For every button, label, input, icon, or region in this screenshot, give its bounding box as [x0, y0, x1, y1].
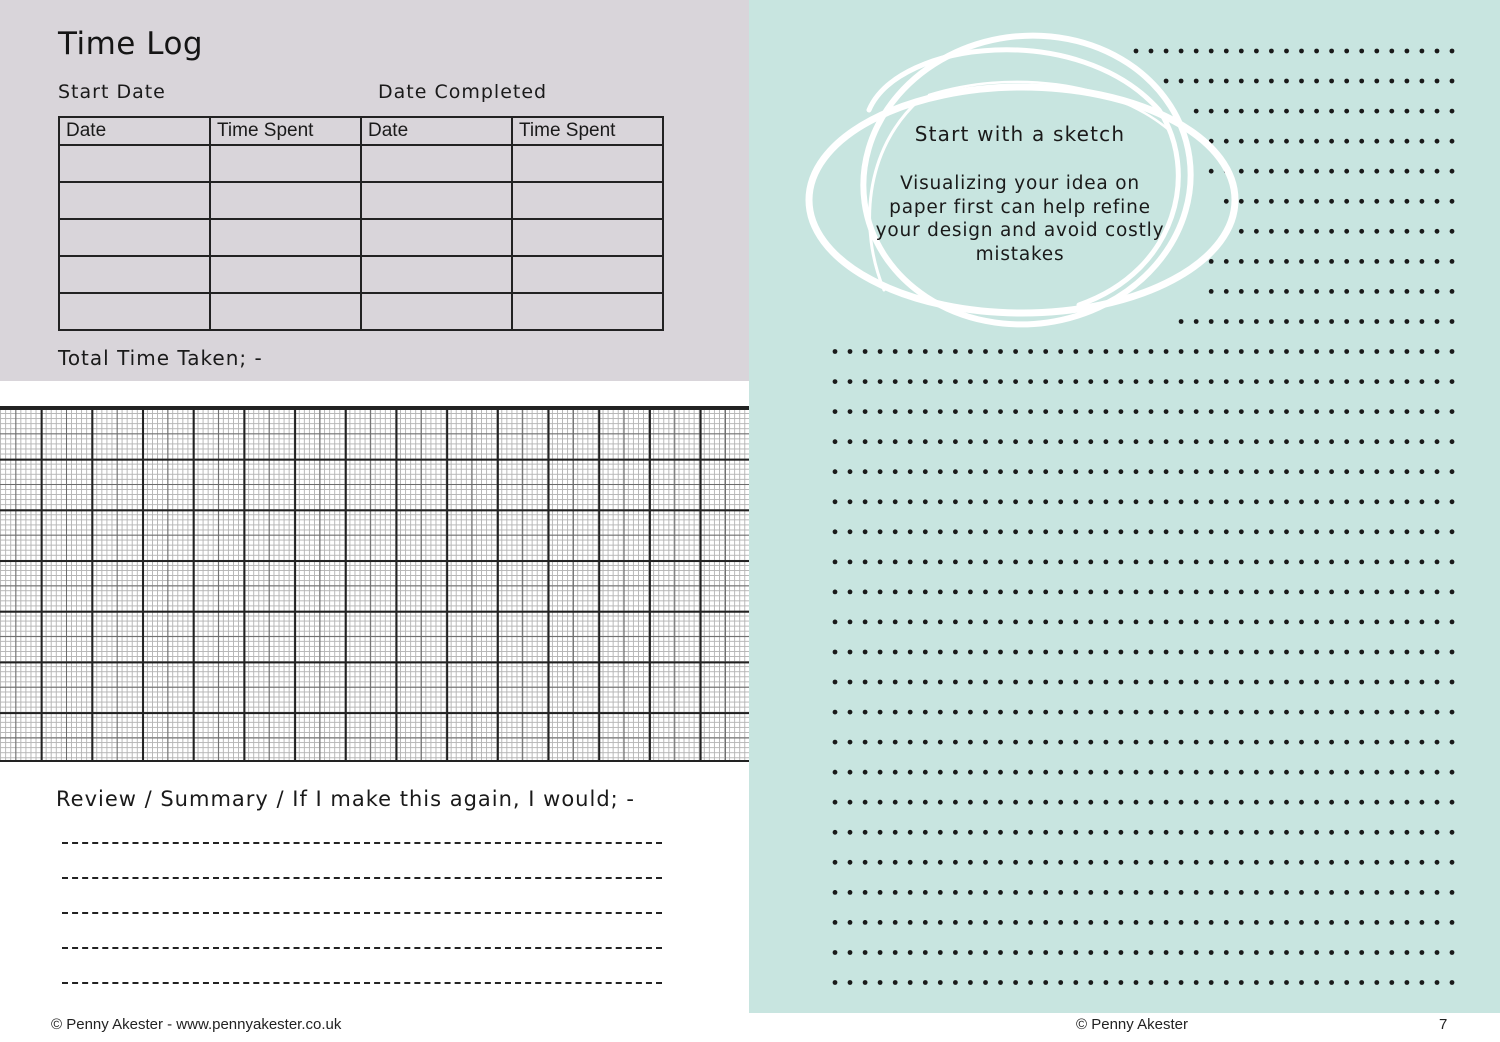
page-number: 7 — [1439, 1016, 1448, 1033]
sketch-body: Visualizing your idea on paper first can help refine your design and avoid costly mistakes — [875, 173, 1165, 265]
table-cell[interactable] — [512, 293, 663, 330]
table-cell[interactable] — [210, 219, 361, 256]
table-header-row — [59, 117, 663, 145]
start-date-label: Start Date — [58, 81, 166, 103]
sketch-title: Start with a sketch — [914, 122, 1126, 146]
table-cell[interactable] — [361, 219, 512, 256]
header-time-spent: Time Spent — [210, 117, 361, 145]
table-cell[interactable] — [59, 256, 210, 293]
review-line[interactable] — [62, 982, 662, 984]
review-line[interactable] — [62, 842, 662, 844]
table-row — [59, 293, 663, 330]
footer-copyright-left: © Penny Akester - www.pennyakester.co.uk — [51, 1016, 342, 1033]
table-cell[interactable] — [361, 256, 512, 293]
header-date: Date — [361, 117, 512, 145]
sketch-panel — [749, 0, 1500, 1013]
table-row — [59, 145, 663, 182]
review-line[interactable] — [62, 877, 662, 879]
header-date: Date — [59, 117, 210, 145]
dot-grid[interactable] — [749, 0, 1500, 1013]
time-log-table — [58, 116, 664, 331]
table-cell[interactable] — [210, 293, 361, 330]
date-completed-label: Date Completed — [378, 81, 548, 103]
total-time-label: Total Time Taken; - — [58, 346, 263, 370]
table-cell[interactable] — [512, 256, 663, 293]
table-cell[interactable] — [210, 182, 361, 219]
table-row — [59, 256, 663, 293]
table-cell[interactable] — [59, 145, 210, 182]
graph-paper-area[interactable] — [0, 406, 750, 762]
review-line[interactable] — [62, 947, 662, 949]
table-cell[interactable] — [59, 293, 210, 330]
table-cell[interactable] — [210, 256, 361, 293]
header-time-spent: Time Spent — [512, 117, 663, 145]
table-cell[interactable] — [210, 145, 361, 182]
table-row — [59, 219, 663, 256]
table-cell[interactable] — [361, 145, 512, 182]
review-line[interactable] — [62, 912, 662, 914]
table-cell[interactable] — [361, 293, 512, 330]
table-cell[interactable] — [361, 182, 512, 219]
footer-copyright-right: © Penny Akester — [1076, 1016, 1188, 1033]
review-heading: Review / Summary / If I make this again, I would; - — [56, 787, 635, 811]
table-cell[interactable] — [512, 182, 663, 219]
page-title: Time Log — [58, 26, 204, 62]
table-cell[interactable] — [512, 219, 663, 256]
table-cell[interactable] — [59, 219, 210, 256]
table-cell[interactable] — [512, 145, 663, 182]
table-cell[interactable] — [59, 182, 210, 219]
table-row — [59, 182, 663, 219]
